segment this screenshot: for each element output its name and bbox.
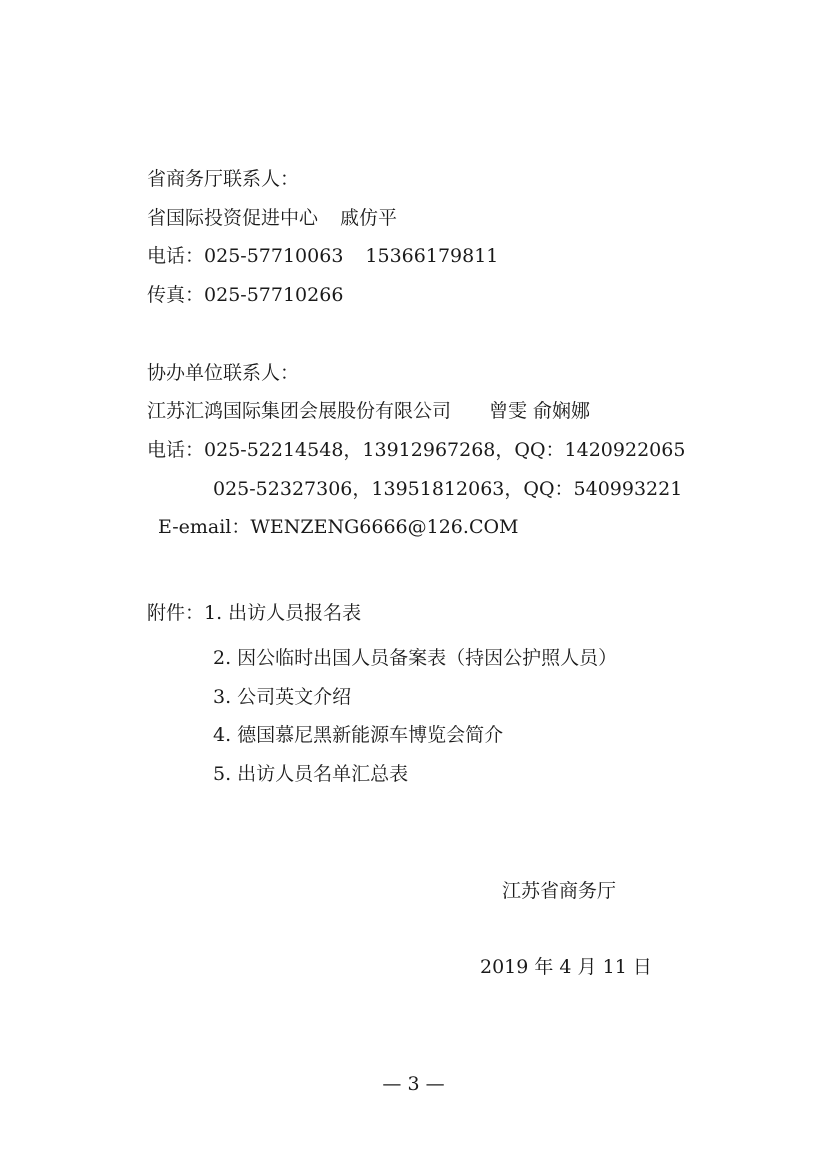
province-phone-label: 电话： (147, 245, 205, 267)
attachment-line-1 (147, 601, 361, 625)
assist-contact-org-line (147, 399, 590, 423)
assist-contact-org: 江苏汇鸿国际集团会展股份有限公司 (147, 400, 452, 422)
attachment-item-5: 5. 出访人员名单汇总表 (213, 763, 409, 785)
assist-contact-heading: 协办单位联系人： (147, 362, 300, 384)
province-contact-heading: 省商务厅联系人： (147, 168, 300, 190)
province-contact-org: 省国际投资促进中心 (147, 207, 319, 229)
province-phone-line (147, 244, 498, 268)
assist-phone-1: 025-52214548，13912967268，QQ：1420922065 (204, 439, 686, 461)
assist-email-line: E-email：WENZENG6666@126.COM (158, 516, 519, 538)
signature-date: 2019 年 4 月 11 日 (480, 956, 652, 978)
province-fax: 025-57710266 (204, 284, 344, 306)
province-fax-line (147, 283, 343, 307)
attachment-item-4: 4. 德国慕尼黑新能源车博览会简介 (213, 724, 504, 746)
attachment-item-2: 2. 因公临时出国人员备案表（持因公护照人员） (213, 647, 618, 669)
province-phone-2: 15366179811 (365, 245, 499, 267)
province-phone-1: 025-57710063 (204, 245, 344, 267)
signature-org: 江苏省商务厅 (502, 880, 617, 902)
attachment-item-1: 1. 出访人员报名表 (204, 602, 362, 624)
province-contact-person: 戚仿平 (340, 207, 398, 229)
province-contact-org-line (147, 206, 397, 230)
assist-contact-persons: 曾雯 俞娴娜 (489, 400, 591, 422)
attachment-item-3: 3. 公司英文介绍 (213, 686, 352, 708)
attachments-label: 附件： (147, 602, 205, 624)
province-fax-label: 传真： (147, 284, 205, 306)
assist-phone-line-1 (147, 438, 685, 462)
assist-phone-label: 电话： (147, 439, 205, 461)
assist-phone-line-2: 025-52327306，13951812063，QQ：540993221 (213, 478, 683, 500)
page-number: — 3 — (382, 1073, 445, 1095)
